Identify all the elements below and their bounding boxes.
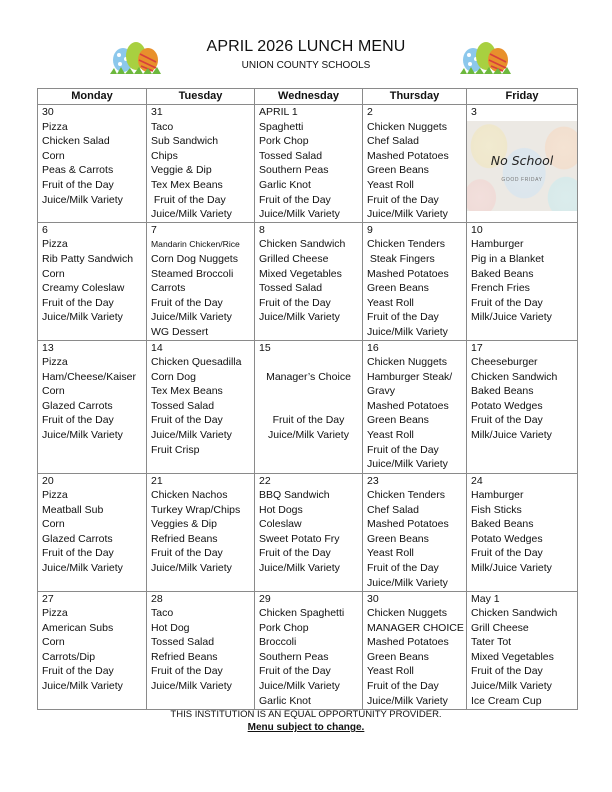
day-cell [467, 340, 578, 473]
menu-item: Veggies & Dip [151, 518, 217, 531]
menu-item: Juice/Milk Variety [367, 208, 448, 221]
menu-item: Chips [151, 149, 178, 162]
menu-item: Juice/Milk Variety [42, 562, 123, 575]
week-row [38, 105, 578, 223]
day-cell [147, 591, 255, 709]
menu-item: Juice/Milk Variety [367, 694, 448, 707]
menu-item: Hot Dogs [259, 503, 303, 516]
menu-item: Cheeseburger [471, 356, 538, 369]
menu-item: Glazed Carrots [42, 532, 113, 545]
day-number: 29 [259, 592, 271, 605]
menu-item: Fruit of the Day [151, 193, 226, 206]
header-friday: Friday [467, 89, 578, 105]
menu-item: Fruit of the Day [42, 665, 114, 678]
menu-item: Tossed Salad [151, 399, 215, 412]
day-number: 30 [367, 592, 379, 605]
menu-item: Spaghetti [259, 120, 304, 133]
menu-item: Milk/Juice Variety [471, 429, 552, 442]
menu-item: Peas & Carrots [42, 164, 114, 177]
menu-item: Pork Chop [259, 135, 309, 148]
menu-item: Fruit of the Day [471, 665, 543, 678]
day-number: 16 [367, 341, 379, 354]
day-number: 30 [42, 106, 54, 118]
menu-item: French Fries [471, 282, 530, 295]
menu-item: Mixed Vegetables [259, 267, 342, 280]
day-number: 23 [367, 474, 379, 487]
menu-item: Juice/Milk Variety [42, 311, 123, 324]
menu-item: Corn [42, 385, 65, 398]
day-number: APRIL 1 [259, 106, 298, 118]
day-cell [147, 473, 255, 591]
menu-item: Fruit of the Day [471, 296, 543, 309]
menu-item: Juice/Milk Variety [42, 680, 123, 693]
menu-item: Juice/Milk Variety [42, 429, 123, 442]
day-number: 6 [42, 223, 48, 236]
day-number: 21 [151, 474, 163, 487]
menu-item: Tossed Salad [259, 282, 323, 295]
header-tuesday: Tuesday [147, 89, 255, 105]
week-row [38, 340, 578, 473]
menu-item: Creamy Coleslaw [42, 282, 125, 295]
day-cell [467, 473, 578, 591]
menu-item: Corn [42, 636, 65, 649]
menu-item: Tossed Salad [259, 149, 323, 162]
menu-item: Chicken Nuggets [367, 120, 447, 133]
day-number: 10 [471, 223, 483, 236]
day-cell-no-school [467, 105, 578, 223]
header-wednesday: Wednesday [255, 89, 363, 105]
page-title: APRIL 2026 LUNCH MENU [206, 38, 406, 55]
day-number: 13 [42, 341, 54, 354]
menu-item: Fruit of the Day [471, 414, 543, 427]
menu-item: Carrots/Dip [42, 650, 96, 663]
menu-item: Chicken Nuggets [367, 607, 447, 620]
menu-item: Milk/Juice Variety [471, 562, 552, 575]
menu-item: Southern Peas [259, 650, 329, 663]
menu-item: Fruit of the Day [367, 562, 439, 575]
day-cell [363, 222, 467, 340]
header-thursday: Thursday [363, 89, 467, 105]
day-number: 8 [259, 223, 265, 236]
day-number: 20 [42, 474, 54, 487]
menu-item: Corn Dog [151, 370, 196, 383]
day-cell [38, 591, 147, 709]
day-number: 3 [471, 106, 477, 118]
day-cell [38, 473, 147, 591]
menu-item: Juice/Milk Variety [259, 680, 340, 693]
day-number: 7 [151, 223, 157, 236]
menu-item: Pizza [42, 238, 68, 251]
day-number: 15 [259, 341, 271, 354]
menu-item: Mandarin Chicken/Rice [151, 239, 240, 250]
page-subtitle: UNION COUNTY SCHOOLS [241, 60, 371, 71]
menu-item: Fruit of the Day [259, 193, 331, 206]
header-monday: Monday [38, 89, 147, 105]
menu-item: Fruit of the Day [42, 414, 114, 427]
menu-item: Fruit of the Day [42, 547, 114, 560]
menu-item: Corn [42, 149, 65, 162]
menu-item: Taco [151, 607, 174, 620]
menu-item: Gravy [367, 385, 396, 398]
menu-item: Juice/Milk Variety [259, 562, 340, 575]
menu-item: Tex Mex Beans [151, 385, 223, 398]
menu-item: Fruit of the Day [42, 178, 114, 191]
day-number: May 1 [471, 592, 500, 605]
menu-item: Fish Sticks [471, 503, 522, 516]
menu-item: Pizza [42, 489, 68, 502]
week-row [38, 473, 578, 591]
day-cell [363, 473, 467, 591]
menu-item: Pork Chop [259, 621, 309, 634]
day-number: 2 [367, 106, 373, 118]
menu-item: Chicken Salad [42, 135, 110, 148]
menu-item: Tex Mex Beans [151, 178, 223, 191]
menu-item: Potato Wedges [471, 399, 543, 412]
menu-item: Mashed Potatoes [367, 636, 449, 649]
day-number: 17 [471, 341, 483, 354]
menu-item: Juice/Milk Variety [151, 208, 232, 221]
menu-item: Chef Salad [367, 503, 419, 516]
menu-item: Baked Beans [471, 385, 534, 398]
menu-item: Hamburger [471, 238, 524, 251]
menu-item: Fruit of the Day [259, 665, 331, 678]
holiday-label: GOOD FRIDAY [501, 176, 543, 183]
day-number: 27 [42, 592, 54, 605]
menu-item: Fruit of the Day [367, 193, 439, 206]
menu-disclaimer: Menu subject to change. [247, 722, 365, 733]
menu-item: Pig in a Blanket [471, 252, 544, 265]
menu-item: Sweet Potato Fry [259, 532, 340, 545]
equal-opportunity-notice: THIS INSTITUTION IS AN EQUAL OPPORTUNITY PROVIDER. [170, 709, 442, 720]
menu-item: Fruit of the Day [367, 680, 439, 693]
menu-item: Green Beans [367, 164, 429, 177]
menu-item: Fruit of the Day [151, 414, 223, 427]
menu-item: Chef Salad [367, 135, 419, 148]
menu-item: Fruit of the Day [367, 311, 439, 324]
menu-item: Juice/Milk Variety [367, 576, 448, 589]
menu-item: Juice/Milk Variety [42, 193, 123, 206]
menu-item: Fruit of the Day [151, 665, 223, 678]
day-cell [363, 340, 467, 473]
day-cell [147, 340, 255, 473]
menu-item: Green Beans [367, 532, 429, 545]
menu-item: Fruit of the Day [42, 296, 114, 309]
menu-item: Refried Beans [151, 532, 218, 545]
day-cell [147, 105, 255, 223]
menu-item: Pizza [42, 607, 68, 620]
menu-item: Corn Dog Nuggets [151, 252, 238, 265]
menu-item: Juice/Milk Variety [268, 429, 349, 442]
menu-item: Hot Dog [151, 621, 190, 634]
menu-item: Juice/Milk Variety [151, 680, 232, 693]
menu-item: Grilled Cheese [259, 252, 329, 265]
menu-item: Mixed Vegetables [471, 650, 554, 663]
day-number: 31 [151, 106, 163, 118]
menu-item: Yeast Roll [367, 178, 414, 191]
menu-item: Baked Beans [471, 518, 534, 531]
spacer [259, 399, 358, 414]
menu-item: Chicken Tenders [367, 238, 446, 251]
menu-item: Fruit of the Day [471, 547, 543, 560]
menu-item: Chicken Sandwich [259, 238, 346, 251]
menu-item: Garlic Knot [259, 178, 311, 191]
menu-item: Mashed Potatoes [367, 399, 449, 412]
menu-item: Mashed Potatoes [367, 149, 449, 162]
menu-item: Green Beans [367, 650, 429, 663]
menu-item: MANAGER CHOICE [367, 621, 464, 634]
day-cell [147, 222, 255, 340]
menu-item: Baked Beans [471, 267, 534, 280]
menu-item: Chicken Sandwich [471, 607, 558, 620]
menu-item: WG Dessert [151, 325, 209, 338]
menu-item: Milk/Juice Variety [471, 311, 552, 324]
menu-item: Juice/Milk Variety [151, 562, 232, 575]
menu-item: Green Beans [367, 282, 429, 295]
menu-item: Corn [42, 518, 65, 531]
day-cell [38, 222, 147, 340]
menu-item: Chicken Quesadilla [151, 356, 242, 369]
menu-item: Steamed Broccoli [151, 267, 234, 280]
menu-item: American Subs [42, 621, 114, 634]
menu-item: Chicken Sandwich [471, 370, 558, 383]
menu-item: BBQ Sandwich [259, 489, 330, 502]
day-cell [255, 473, 363, 591]
menu-item: Chicken Tenders [367, 489, 446, 502]
menu-item: Manager’s Choice [266, 370, 351, 383]
menu-item: Yeast Roll [367, 429, 414, 442]
day-cell [467, 591, 578, 709]
day-cell [467, 222, 578, 340]
menu-item: Veggie & Dip [151, 164, 212, 177]
menu-item: Chicken Nuggets [367, 356, 447, 369]
menu-item: Fruit of the Day [367, 443, 439, 456]
menu-item: Southern Peas [259, 164, 329, 177]
menu-item: Carrots [151, 282, 186, 295]
menu-item: Taco [151, 120, 174, 133]
menu-item: Juice/Milk Variety [259, 311, 340, 324]
menu-item: Juice/Milk Variety [259, 208, 340, 221]
menu-item: Hamburger [471, 489, 524, 502]
day-cell [255, 222, 363, 340]
menu-item: Glazed Carrots [42, 399, 113, 412]
menu-item: Juice/Milk Variety [151, 429, 232, 442]
menu-item: Green Beans [367, 414, 429, 427]
menu-item: Coleslaw [259, 518, 302, 531]
menu-item: Hamburger Steak/ [367, 370, 453, 383]
menu-item: Garlic Knot [259, 694, 311, 707]
menu-item: Pizza [42, 356, 68, 369]
menu-item: Juice/Milk Variety [471, 680, 552, 693]
day-cell [255, 340, 363, 473]
menu-item: Chicken Nachos [151, 489, 228, 502]
menu-item: Yeast Roll [367, 547, 414, 560]
menu-item: Potato Wedges [471, 532, 543, 545]
menu-item: Fruit of the Day [259, 547, 331, 560]
menu-item: Mashed Potatoes [367, 267, 449, 280]
menu-item: Steak Fingers [367, 252, 435, 265]
menu-item: Yeast Roll [367, 665, 414, 678]
menu-item: Rib Patty Sandwich [42, 252, 134, 265]
no-school-image [467, 121, 577, 211]
menu-item: Chicken Spaghetti [259, 607, 345, 620]
menu-item: Refried Beans [151, 650, 218, 663]
menu-item: Corn [42, 267, 65, 280]
menu-item: Ice Cream Cup [471, 694, 542, 707]
menu-item: Turkey Wrap/Chips [151, 503, 241, 516]
day-number: 28 [151, 592, 163, 605]
day-number: 14 [151, 341, 163, 354]
menu-item: Juice/Milk Variety [367, 325, 448, 338]
day-number: 9 [367, 223, 373, 236]
spacer [259, 384, 358, 399]
menu-item: Broccoli [259, 636, 297, 649]
menu-item: Tater Tot [471, 636, 512, 649]
menu-item: Fruit of the Day [272, 414, 345, 427]
week-row [38, 222, 578, 340]
menu-item: Fruit of the Day [151, 296, 223, 309]
menu-item: Mashed Potatoes [367, 518, 449, 531]
day-number: 22 [259, 474, 271, 487]
no-school-label: No School [490, 152, 554, 168]
menu-item: Meatball Sub [42, 503, 104, 516]
week-row [38, 591, 578, 709]
menu-item: Juice/Milk Variety [151, 311, 232, 324]
menu-item: Fruit Crisp [151, 443, 200, 456]
day-number: 24 [471, 474, 483, 487]
menu-item: Ham/Cheese/Kaiser [42, 370, 136, 383]
menu-item: Juice/Milk Variety [367, 458, 448, 471]
day-cell [363, 105, 467, 223]
menu-item: Pizza [42, 120, 68, 133]
menu-item: Yeast Roll [367, 296, 414, 309]
menu-item: Fruit of the Day [259, 296, 331, 309]
menu-item: Fruit of the Day [151, 547, 223, 560]
day-cell [255, 105, 363, 223]
spacer [259, 355, 358, 370]
day-cell [255, 591, 363, 709]
day-cell [38, 105, 147, 223]
weekday-header-row [38, 89, 578, 105]
menu-item: Grill Cheese [471, 621, 529, 634]
menu-item: Tossed Salad [151, 636, 215, 649]
day-cell [38, 340, 147, 473]
menu-item: Sub Sandwich [151, 135, 219, 148]
lunch-menu-table [37, 88, 578, 710]
day-cell [363, 591, 467, 709]
